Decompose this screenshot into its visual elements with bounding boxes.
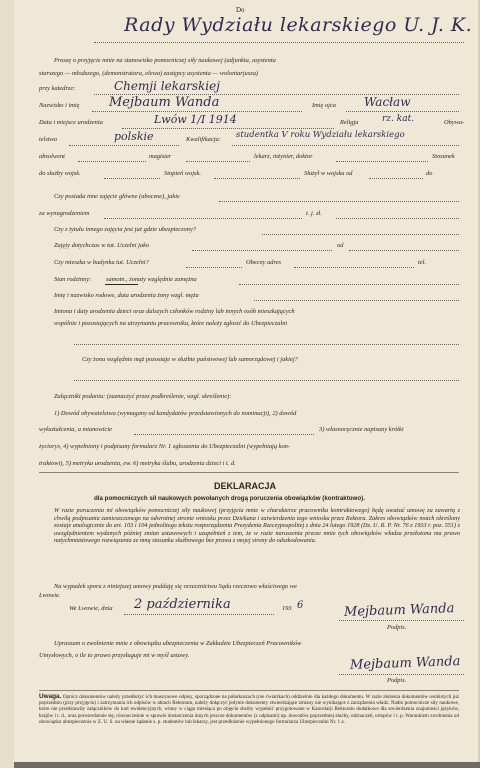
obywatelstwo-line <box>69 145 179 146</box>
podpis-2: Podpis. <box>387 677 407 684</box>
q4c-text: tel. <box>418 259 426 266</box>
zalaczniki-2-line <box>134 434 314 435</box>
dzieci-text-2: wspólnie i pozostających na utrzymaniu pracownika, które należy zgłosić do Ubezpieczalni <box>54 320 288 327</box>
imie-zony-line <box>254 300 459 301</box>
nazwisko-value: Mejbaum Wanda <box>109 95 220 110</box>
date-year-handwritten: 6 <box>297 600 304 611</box>
date-day-handwritten: 2 października <box>134 597 231 612</box>
kwalifikacja-line <box>232 145 459 146</box>
application-form-sheet <box>14 0 480 762</box>
sluzyl-label: Służył w wojsku od <box>304 170 353 177</box>
q3b-line <box>349 250 459 251</box>
deklaracja-p2a: Na wypadek sporu z niniejszej umowy poddaję się orzecznictwu Sądu rzeczowo właściwego we <box>54 583 297 590</box>
ojciec-value: Wacław <box>364 95 411 109</box>
zalaczniki-2a: wykształcenia, a mianowicie <box>39 426 112 433</box>
stan-value: samotn., żonaty względnie zamężna <box>106 276 197 283</box>
katedra-value: Chemji lekarskiej <box>114 79 220 93</box>
page-edge-strip <box>0 0 14 768</box>
q3b-text: od <box>337 242 344 249</box>
stan-label: Stan rodzinny: <box>54 276 92 283</box>
stan-line <box>239 284 459 285</box>
dzieci-line-1 <box>74 344 459 345</box>
stan-underline <box>105 284 138 285</box>
q4-text: Czy mieszka w budynku tut. Uczelni? <box>54 259 149 266</box>
nazwisko-label: Nazwisko i imię <box>39 102 80 109</box>
q1c-line <box>336 218 459 219</box>
deklaracja-title: DEKLARACJA <box>214 481 277 491</box>
lekarz-line <box>336 161 428 162</box>
q1c-text: t. j. zł. <box>306 210 322 217</box>
zwolnienie-text-2: Umysłowych, o ile to prawo przysługuje mi w myśl ustawy. <box>39 652 190 659</box>
dzieci-text-1: Imiona i daty urodzenia dzieci oraz dalszych członków rodziny lub innych osób mieszkających <box>54 308 295 315</box>
q2-line <box>262 234 459 235</box>
sluzyl-line <box>369 178 423 179</box>
zwolnienie-text-1: Upraszam o zwolnienie mnie z obowiązku ubezpieczenia w Zakładzie Ubezpieczeń Pracowników <box>54 640 302 647</box>
sluzby-line <box>104 178 160 179</box>
addressee-line <box>94 42 464 43</box>
uwaga-block <box>39 694 459 725</box>
urodzenie-line <box>122 128 334 129</box>
sluzby-label: do służby wojsk. <box>39 170 81 177</box>
obywatelstwo-value: polskie <box>114 130 154 143</box>
zalaczniki-1: 1) Dowód obywatelstwa (wymagany od kandydatów przedstawionych do nominacji), 2) dowód <box>54 410 297 417</box>
zona-sluzba-line <box>74 380 459 381</box>
date-line <box>124 614 274 615</box>
intro-line-1: Proszę o przyjęcie mnie na stanowisko pomocniczej siły naukowej (adjunkta, asystenta <box>54 57 276 64</box>
do-field-label: do <box>426 170 433 177</box>
deklaracja-paragraph: W razie poruczenia mi obowiązków pomocniczej siły naukowej (przyjęcia mnie w charakterze pracownika kontraktowego) będę uważać umowę za zawartą z chwilą podpisania zamieszczonego na odwrotnej stronie wniosku przez Dziekana i zatwierdzenia tego wniosku przez Rektora. Zakres obowiązków moich określony zostaje analogicznie do art. 103 i 104 jednolitego tekstu rozporządzenia Prezydenta Rzeczypospolitej z dnia 24 lutego 1928 (Dz. U. R. P. Nr. 76 z 1933 r. poz. 551) z uwzględnieniem wydanych później zmian ustawowych i uzupełnień z tem, że w razie naruszenia przeze mnie tych obowiązków władza przełożona ma prawo natychmiastowego rozwiązania ze mną stosunku służbowego bez prawa z mojej strony do odszkodowania. <box>54 507 460 545</box>
obywatelstwo-label-b: telstwo <box>39 136 58 143</box>
q1b-text: za wynagrodzeniem <box>39 210 90 217</box>
q3-line <box>192 250 332 251</box>
absolwent-label: absolwent <box>39 153 65 160</box>
nazwisko-line <box>92 111 302 112</box>
zalaczniki-label: Załączniki podania: (zaznaczyć przez podkreślenie, wzgl. skreślenie): <box>54 393 232 400</box>
stosunek-label: Stosunek <box>432 153 455 160</box>
uwaga-label: Uwaga. <box>39 693 62 700</box>
q1-line <box>219 201 459 202</box>
magister-label: magister <box>149 153 172 160</box>
podpis-1: Podpis. <box>387 624 407 631</box>
date-year-prefix: 193 <box>282 605 292 612</box>
zalaczniki-2b: 3) własnoręcznie napisany krótki <box>319 426 404 433</box>
stopien-label: Stopień wojsk. <box>164 170 201 177</box>
obywatelstwo-label-a: Obywa- <box>444 119 465 126</box>
q3-text: Zajęty dotychczas w tut. Uczelni jako <box>54 242 150 249</box>
q2-text: Czy z tytułu innego zajęcia jest już gdzie ubezpieczony? <box>54 226 196 233</box>
q4-line <box>186 267 242 268</box>
uwaga-text: Oprócz dokumentów należy przedłożyć ich maszynowe odpisy, sporządzone na półarkuszach (nie ćwiartkach) oddzielnie dla każdego dokumentu. W razie złożenia dokumentów osobistych już poprzednio (przy przyjęciu) i zatrzymania ich odpisów w aktach Rektoratu, należy dołączyć jedynie dokumenty stwierdzające zmiany nie wynikające z zarządzenia władz. Nadto pomocnicze siły naukowe, które nie przedstawiły załączników do kart ewidencyjnych, winny w ciągu miesiąca po objęciu służby wypełnić przygotowane w Kancelarji Rektoratu dodatkowe dla stwierdzenia znajomości języków, krajów i t. d., oraz potwierdzenie się, równocześnie w sprawie dostarczenia innych jeszcze dokumentów (z odpisami) np. dowodów poprzedniej służby, odznaczeń, urlopów i t. p. Warunkiem zwolnienia od obowiązku ubezpieczenia w Z. U. S. na własne żądanie s. p. studentów lub lekarzy, jest przedłożenie wypełnionego formularza Ubezpieczalni Nr. 1 a. <box>39 694 459 725</box>
ojciec-line <box>346 111 459 112</box>
magister-line <box>186 161 250 162</box>
signature-line-2 <box>339 674 464 675</box>
zona-sluzba-text: Czy żona względnie mąż pozostaje w służbie państwowej lub samorządowej i jakiej? <box>82 356 298 363</box>
religja-value: rz. kat. <box>382 114 415 124</box>
urodzenie-value: Lwów 1/I 1914 <box>154 113 237 126</box>
stopien-line <box>214 178 300 179</box>
katedra-label: przy katedrze: <box>39 85 76 92</box>
q4b-text: Obecny adres <box>246 259 282 266</box>
intro-line-2: starszego — młodszego, (demonstratora, elewa) zastępcy asystenta — wolontarjusza) <box>39 70 259 77</box>
zalaczniki-4: traktowi), 5) metryka urodzenia, ew. 6) metryka ślubu, urodzenia dzieci i t. d. <box>39 460 236 467</box>
deklaracja-p2b: Lwowie. <box>39 592 61 599</box>
do-label: Do <box>236 6 245 14</box>
absolwent-line <box>78 161 146 162</box>
zalaczniki-3: życiorys, 4) wypełniony i podpisany formularz Nr. 1 zgłoszenia do Ubezpieczalni (wypełniają kon- <box>39 443 290 450</box>
kwalifikacja-label: Kwalifikacja: <box>186 136 221 143</box>
zwolnienie-signature: Mejbaum Wanda <box>349 654 461 673</box>
urodzenie-label: Data i miejsce urodzenia <box>39 119 103 126</box>
q1-text: Czy posiada inne zajęcie główne (uboczne), jakie <box>54 193 180 200</box>
imie-zony-text: Imię i nazwisko rodowe, data urodzenia żony wzgl. męża <box>54 292 199 299</box>
q4b-line <box>294 267 414 268</box>
lekarz-label: lekarz, inżynier, doktor <box>254 153 313 160</box>
uwaga-divider <box>39 690 459 691</box>
addressee-handwritten: Rady Wydziału lekarskiego U. J. K. <box>124 14 473 36</box>
date-prefix: We Lwowie, dnia <box>69 605 113 612</box>
section-divider <box>39 472 459 473</box>
deklaracja-subtitle: dla pomocniczych sił naukowych powołanych drogą poruczenia obowiązków (kontraktowo). <box>94 495 365 502</box>
signature-line-1 <box>339 620 464 621</box>
ojciec-label: Imię ojca <box>312 102 336 109</box>
deklaracja-signature: Mejbaum Wanda <box>343 601 455 620</box>
kwalifikacja-value: studentka V roku Wydziału lekarskiego <box>236 130 405 140</box>
q1b-line <box>104 218 302 219</box>
religja-label: Religja <box>340 119 359 126</box>
